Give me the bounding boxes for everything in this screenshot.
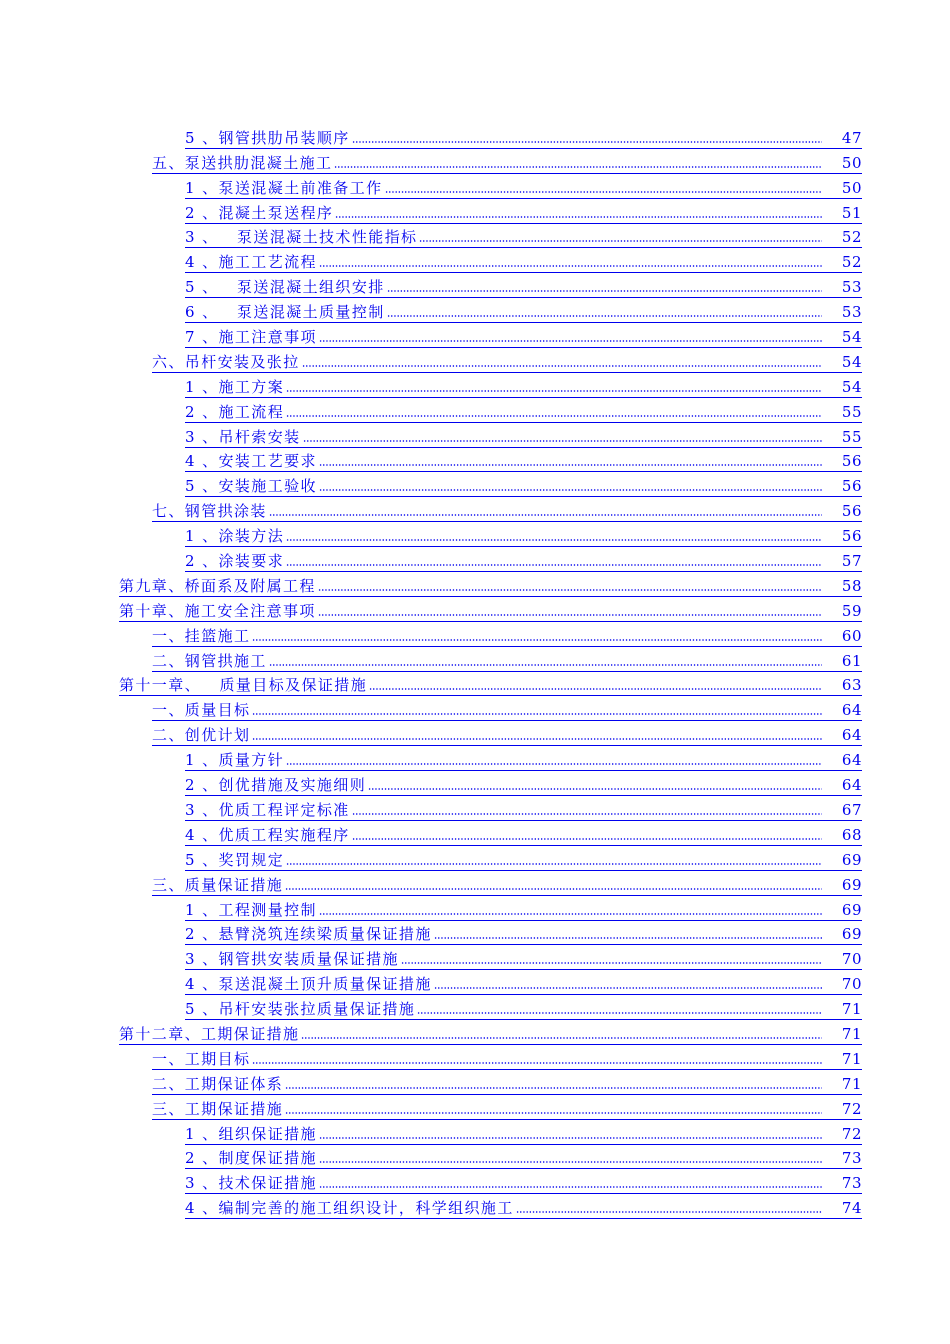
dot-leader [319, 1136, 822, 1140]
toc-entry[interactable] [0, 1120, 950, 1145]
dot-leader [335, 215, 822, 219]
toc-entry-title: 4 、施工工艺流程 [185, 253, 317, 272]
toc-entry[interactable] [0, 248, 950, 273]
toc-entry[interactable] [0, 771, 950, 796]
toc-entry-page-number: 70 [841, 950, 862, 969]
toc-entry[interactable] [0, 796, 950, 821]
toc-entry[interactable] [0, 348, 950, 373]
toc-entry-body [185, 373, 862, 398]
toc-entry-page-number: 73 [841, 1174, 862, 1193]
toc-entry-body [119, 1020, 862, 1045]
dot-leader [318, 588, 822, 592]
toc-entry-page-number: 53 [841, 278, 862, 297]
toc-entry-page-number: 50 [841, 153, 862, 172]
toc-entry[interactable] [0, 896, 950, 921]
toc-entry-page-number: 69 [841, 875, 862, 894]
dot-leader [387, 314, 822, 318]
dot-leader [352, 812, 822, 816]
dot-leader [319, 264, 822, 268]
toc-entry-page-number: 55 [841, 427, 862, 446]
dot-leader [401, 961, 822, 965]
toc-entry[interactable] [0, 448, 950, 473]
toc-entry[interactable] [0, 597, 950, 622]
dot-leader [286, 762, 822, 766]
toc-entry-title: 3 、 泵送混凝土技术性能指标 [185, 228, 418, 247]
toc-entry-title: 1 、涂装方法 [185, 527, 285, 546]
toc-entry-title: 4 、优质工程实施程序 [185, 825, 350, 844]
toc-entry-title: 5 、 泵送混凝土组织安排 [185, 278, 385, 297]
toc-entry-page-number: 71 [841, 1000, 862, 1019]
toc-entry-page-number: 74 [841, 1199, 862, 1218]
toc-entry-page-number: 69 [841, 925, 862, 944]
toc-entry-body [185, 174, 862, 199]
toc-entry-body [119, 597, 862, 622]
toc-entry-body [152, 1095, 862, 1120]
dot-leader [387, 289, 822, 293]
toc-entry-page-number: 69 [841, 900, 862, 919]
toc-entry-page-number: 53 [841, 303, 862, 322]
toc-entry-page-number: 56 [841, 452, 862, 471]
toc-entry[interactable] [0, 572, 950, 597]
toc-entry[interactable] [0, 746, 950, 771]
toc-entry-page-number: 56 [841, 477, 862, 496]
toc-entry-title: 一、挂篮施工 [152, 626, 251, 645]
dot-leader [516, 1210, 822, 1214]
toc-entry-body [185, 398, 862, 423]
toc-entry-title: 2 、混凝土泵送程序 [185, 203, 334, 222]
toc-entry-body [119, 572, 862, 597]
toc-entry-title: 三、质量保证措施 [152, 875, 284, 894]
toc-entry[interactable] [0, 970, 950, 995]
toc-entry-body [152, 622, 862, 647]
toc-entry[interactable] [0, 199, 950, 224]
toc-entry-title: 七、钢管拱涂装 [152, 502, 267, 521]
toc-entry-title: 4 、编制完善的施工组织设计，科学组织施工 [185, 1199, 514, 1218]
toc-entry-title: 第十二章、工期保证措施 [119, 1024, 300, 1043]
dot-leader [285, 1086, 822, 1090]
toc-entry-page-number: 64 [841, 701, 862, 720]
toc-entry-page-number: 63 [841, 676, 862, 695]
dot-leader [285, 1111, 822, 1115]
toc-entry[interactable] [0, 921, 950, 946]
dot-leader [352, 140, 822, 144]
toc-entry-body [185, 522, 862, 547]
toc-entry-page-number: 50 [841, 178, 862, 197]
toc-entry-page-number: 67 [841, 800, 862, 819]
toc-entry-title: 五、泵送拱肋混凝土施工 [152, 153, 333, 172]
dot-leader [385, 190, 822, 194]
toc-entry-title: 第九章、桥面系及附属工程 [119, 576, 316, 595]
toc-entry-body [119, 672, 862, 697]
toc-entry-body [185, 448, 862, 473]
dot-leader [286, 538, 822, 542]
toc-entry-page-number: 54 [841, 377, 862, 396]
toc-entry-body [185, 1120, 862, 1145]
toc-entry[interactable] [0, 273, 950, 298]
toc-entry-page-number: 64 [841, 751, 862, 770]
dot-leader [286, 389, 822, 393]
toc-entry-page-number: 72 [841, 1099, 862, 1118]
toc-entry[interactable] [0, 721, 950, 746]
toc-entry-body [185, 746, 862, 771]
toc-entry[interactable] [0, 696, 950, 721]
dot-leader [286, 414, 822, 418]
dot-leader [319, 339, 822, 343]
toc-entry-title: 3 、吊杆索安装 [185, 427, 301, 446]
dot-leader [319, 912, 822, 916]
dot-leader [252, 712, 822, 716]
toc-entry-title: 5 、安装施工验收 [185, 477, 317, 496]
toc-entry-body [185, 199, 862, 224]
dot-leader [318, 613, 822, 617]
toc-entry-page-number: 71 [841, 1074, 862, 1093]
toc-entry-page-number: 71 [841, 1049, 862, 1068]
toc-entry-body [185, 323, 862, 348]
toc-entry[interactable] [0, 846, 950, 871]
toc-entry-body [185, 846, 862, 871]
dot-leader [434, 986, 822, 990]
toc-entry-title: 2 、悬臂浇筑连续梁质量保证措施 [185, 925, 432, 944]
toc-entry-body [185, 224, 862, 249]
toc-entry[interactable] [0, 995, 950, 1020]
dot-leader [369, 687, 822, 691]
toc-entry-page-number: 73 [841, 1149, 862, 1168]
toc-entry-body [152, 721, 862, 746]
toc-entry-title: 2 、施工流程 [185, 402, 285, 421]
toc-entry-title: 一、质量目标 [152, 701, 251, 720]
toc-entry[interactable] [0, 149, 950, 174]
toc-entry[interactable] [0, 1070, 950, 1095]
toc-entry-body [185, 298, 862, 323]
toc-entry-page-number: 47 [841, 128, 862, 147]
toc-entry-body [152, 696, 862, 721]
toc-entry-title: 1 、泵送混凝土前准备工作 [185, 178, 383, 197]
toc-entry[interactable] [0, 224, 950, 249]
toc-entry-body [185, 796, 862, 821]
toc-entry[interactable] [0, 1020, 950, 1045]
toc-entry[interactable] [0, 124, 950, 149]
toc-entry-body [185, 1145, 862, 1170]
dot-leader [269, 663, 822, 667]
toc-entry[interactable] [0, 423, 950, 448]
dot-leader [417, 1011, 822, 1015]
toc-entry-page-number: 51 [841, 203, 862, 222]
toc-entry-title: 4 、安装工艺要求 [185, 452, 317, 471]
dot-leader [252, 638, 822, 642]
toc-entry-body [185, 945, 862, 970]
toc-entry-body [185, 1194, 862, 1219]
dot-leader [319, 463, 822, 467]
toc-entry-title: 一、工期目标 [152, 1049, 251, 1068]
dot-leader [368, 787, 822, 791]
toc-entry[interactable] [0, 174, 950, 199]
toc-entry[interactable] [0, 672, 950, 697]
toc-entry-page-number: 54 [841, 328, 862, 347]
toc-entry-page-number: 54 [841, 352, 862, 371]
toc-entry-page-number: 56 [841, 502, 862, 521]
toc-entry-body [185, 995, 862, 1020]
dot-leader [334, 165, 822, 169]
toc-entry-page-number: 55 [841, 402, 862, 421]
dot-leader [419, 239, 821, 243]
toc-entry-page-number: 58 [841, 576, 862, 595]
toc-entry-body [185, 124, 862, 149]
toc-entry[interactable] [0, 547, 950, 572]
toc-entry-page-number: 64 [841, 776, 862, 795]
dot-leader [352, 837, 822, 841]
toc-entry[interactable] [0, 497, 950, 522]
dot-leader [303, 439, 822, 443]
toc-entry-body [185, 896, 862, 921]
toc-entry-body [185, 248, 862, 273]
toc-entry-page-number: 69 [841, 850, 862, 869]
toc-entry[interactable] [0, 1095, 950, 1120]
dot-leader [319, 1185, 822, 1189]
toc-entry-body [185, 423, 862, 448]
toc-entry-body [185, 921, 862, 946]
toc-entry[interactable] [0, 398, 950, 423]
toc-entry[interactable] [0, 647, 950, 672]
toc-entry-title: 第十章、施工安全注意事项 [119, 601, 316, 620]
dot-leader [319, 488, 822, 492]
toc-entry-body [152, 497, 862, 522]
toc-entry[interactable] [0, 323, 950, 348]
toc-entry-body [185, 771, 862, 796]
toc-entry-title: 3 、优质工程评定标准 [185, 800, 350, 819]
toc-entry-body [185, 273, 862, 298]
toc-entry-title: 2 、创优措施及实施细则 [185, 776, 367, 795]
toc-entry-title: 六、吊杆安装及张拉 [152, 352, 300, 371]
toc-entry-page-number: 70 [841, 975, 862, 994]
toc-entry-title: 6 、 泵送混凝土质量控制 [185, 303, 385, 322]
toc-entry-page-number: 59 [841, 601, 862, 620]
toc-entry-page-number: 52 [841, 228, 862, 247]
toc-entry-title: 二、钢管拱施工 [152, 651, 267, 670]
dot-leader [319, 1160, 822, 1164]
toc-entry-title: 二、创优计划 [152, 726, 251, 745]
dot-leader [434, 936, 822, 940]
toc-entry[interactable] [0, 472, 950, 497]
toc-entry[interactable] [0, 522, 950, 547]
dot-leader [252, 737, 822, 741]
toc-entry-title: 1 、施工方案 [185, 377, 285, 396]
toc-entry-title: 三、工期保证措施 [152, 1099, 284, 1118]
toc-entry[interactable] [0, 298, 950, 323]
toc-entry[interactable] [0, 1194, 950, 1219]
toc-entry-title: 2 、涂装要求 [185, 552, 285, 571]
toc-entry-body [152, 647, 862, 672]
toc-entry-title: 1 、工程测量控制 [185, 900, 317, 919]
toc-entry[interactable] [0, 871, 950, 896]
toc-entry-body [185, 970, 862, 995]
toc-entry-body [185, 821, 862, 846]
dot-leader [252, 1061, 822, 1065]
toc-entry-body [152, 149, 862, 174]
dot-leader [302, 364, 822, 368]
toc-entry-title: 7 、施工注意事项 [185, 328, 317, 347]
toc-entry-title: 二、工期保证体系 [152, 1074, 284, 1093]
toc-entry-body [185, 547, 862, 572]
toc-entry-page-number: 57 [841, 552, 862, 571]
toc-entry-title: 5 、吊杆安装张拉质量保证措施 [185, 1000, 416, 1019]
toc-entry-body [152, 1045, 862, 1070]
toc-entry-title: 第十一章、 质量目标及保证措施 [119, 676, 368, 695]
toc-entry[interactable] [0, 945, 950, 970]
toc-entry-page-number: 64 [841, 726, 862, 745]
toc-entry[interactable] [0, 1045, 950, 1070]
toc-entry[interactable] [0, 821, 950, 846]
dot-leader [269, 513, 822, 517]
toc-entry-page-number: 56 [841, 527, 862, 546]
dot-leader [285, 887, 822, 891]
table-of-contents [0, 124, 950, 1219]
toc-entry-title: 5 、奖罚规定 [185, 850, 285, 869]
toc-entry[interactable] [0, 1145, 950, 1170]
dot-leader [301, 1036, 822, 1040]
toc-entry-title: 1 、组织保证措施 [185, 1124, 317, 1143]
toc-entry-title: 2 、制度保证措施 [185, 1149, 317, 1168]
toc-entry-title: 5 、钢管拱肋吊装顺序 [185, 128, 350, 147]
toc-entry-title: 3 、技术保证措施 [185, 1174, 317, 1193]
toc-entry-page-number: 61 [841, 651, 862, 670]
toc-entry[interactable] [0, 1169, 950, 1194]
toc-entry[interactable] [0, 373, 950, 398]
toc-entry-page-number: 52 [841, 253, 862, 272]
toc-entry-page-number: 60 [841, 626, 862, 645]
toc-entry-page-number: 71 [841, 1024, 862, 1043]
toc-entry-title: 1 、质量方针 [185, 751, 285, 770]
toc-entry-body [185, 1169, 862, 1194]
toc-entry-body [152, 871, 862, 896]
toc-entry-page-number: 68 [841, 825, 862, 844]
dot-leader [286, 563, 822, 567]
toc-entry[interactable] [0, 622, 950, 647]
toc-entry-title: 3 、钢管拱安装质量保证措施 [185, 950, 399, 969]
toc-entry-title: 4 、泵送混凝土顶升质量保证措施 [185, 975, 432, 994]
toc-entry-body [185, 472, 862, 497]
toc-entry-page-number: 72 [841, 1124, 862, 1143]
toc-entry-body [152, 1070, 862, 1095]
toc-entry-body [152, 348, 862, 373]
dot-leader [286, 862, 822, 866]
